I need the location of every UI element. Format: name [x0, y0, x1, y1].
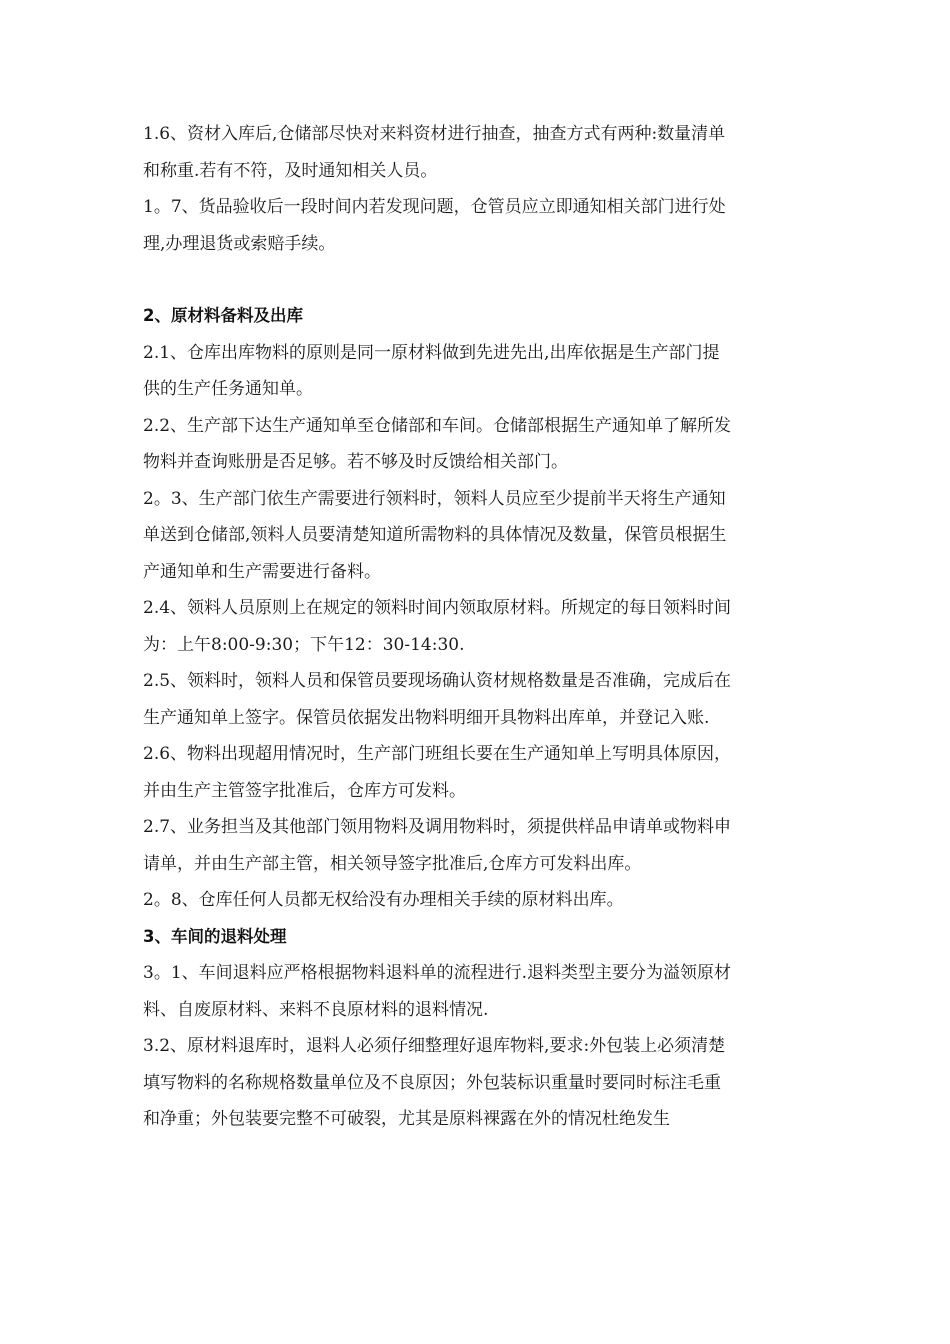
- blank-line: [143, 262, 813, 298]
- paragraph-2-3-line-1: 2。3、生产部门依生产需要进行领料时，领料人员应至少提前半天将生产通知: [143, 488, 726, 509]
- paragraph-3-1-line-2: 料、自废原材料、来料不良原材料的退料情况.: [143, 999, 489, 1020]
- paragraph-2-7-line-1: 2.7、业务担当及其他部门领用物料及调用物料时，须提供样品申请单或物料申: [143, 817, 732, 837]
- paragraph-3-2-line-1: 3.2、原材料退库时，退料人必须仔细整理好退库物料,要求:外包装上必须清楚: [143, 1036, 726, 1056]
- paragraph-2-4-line-1: 2.4、领料人员原则上在规定的领料时间内领取原材料。所规定的每日领料时间: [143, 598, 732, 618]
- paragraph-1-6-line-2: 和称重.若有不符，及时通知相关人员。: [143, 160, 438, 181]
- paragraph-3-1-line-1: 3。1、车间退料应严格根据物料退料单的流程进行.退料类型主要分为溢领原材: [143, 963, 732, 983]
- document-body: [143, 116, 813, 1138]
- paragraph-2-3-line-3: 产通知单和生产需要进行备料。: [143, 561, 381, 582]
- paragraph-1-7-line-2: 理,办理退货或索赔手续。: [143, 233, 336, 254]
- paragraph-2-2-line-2: 物料并查询账册是否足够。若不够及时反馈给相关部门。: [143, 452, 568, 472]
- paragraph-1-7-line-1: 1。7、货品验收后一段时间内若发现问题，仓管员应立即通知相关部门进行处: [143, 197, 726, 217]
- paragraph-3-2-line-3: 和净重；外包装要完整不可破裂，尤其是原料裸露在外的情况杜绝发生: [143, 1109, 670, 1129]
- paragraph-2-1-line-1: 2.1、仓库出库物料的原则是同一原材料做到先进先出,出库依据是生产部门提: [143, 342, 720, 363]
- section-2-heading: 2、原材料备料及出库: [143, 306, 303, 325]
- section-3-heading: 3、车间的退料处理: [143, 926, 287, 946]
- paragraph-3-2-line-2: 填写物料的名称规格数量单位及不良原因；外包装标识重量时要同时标注毛重: [143, 1072, 721, 1093]
- paragraph-2-4-line-2: 为：上午8:00-9:30；下午12：30-14:30.: [143, 634, 465, 655]
- paragraph-2-8-line-1: 2。8、仓库任何人员都无权给没有办理相关手续的原材料出库。: [143, 890, 624, 910]
- paragraph-2-2-line-1: 2.2、生产部下达生产通知单至仓储部和车间。仓储部根据生产通知单了解所发: [143, 415, 732, 436]
- paragraph-2-7-line-2: 请单，并由生产部主管，相关领导签字批准后,仓库方可发料出库。: [143, 853, 642, 874]
- paragraph-2-5-line-1: 2.5、领料时，领料人员和保管员要现场确认资材规格数量是否准确，完成后在: [143, 671, 732, 691]
- paragraph-2-6-line-2: 并由生产主管签字批准后，仓库方可发料。: [143, 780, 466, 801]
- paragraph-2-5-line-2: 生产通知单上签字。保管员依据发出物料明细开具物料出库单，并登记入账.: [143, 707, 710, 728]
- paragraph-2-6-line-1: 2.6、物料出现超用情况时，生产部门班组长要在生产通知单上写明具体原因，: [143, 744, 732, 764]
- paragraph-1-6-line-1: 1.6、资材入库后,仓储部尽快对来料资材进行抽查，抽查方式有两种:数量清单: [143, 124, 726, 144]
- paragraph-2-3-line-2: 单送到仓储部,领料人员要清楚知道所需物料的具体情况及数量，保管员根据生: [143, 525, 727, 545]
- paragraph-2-1-line-2: 供的生产任务通知单。: [143, 379, 313, 399]
